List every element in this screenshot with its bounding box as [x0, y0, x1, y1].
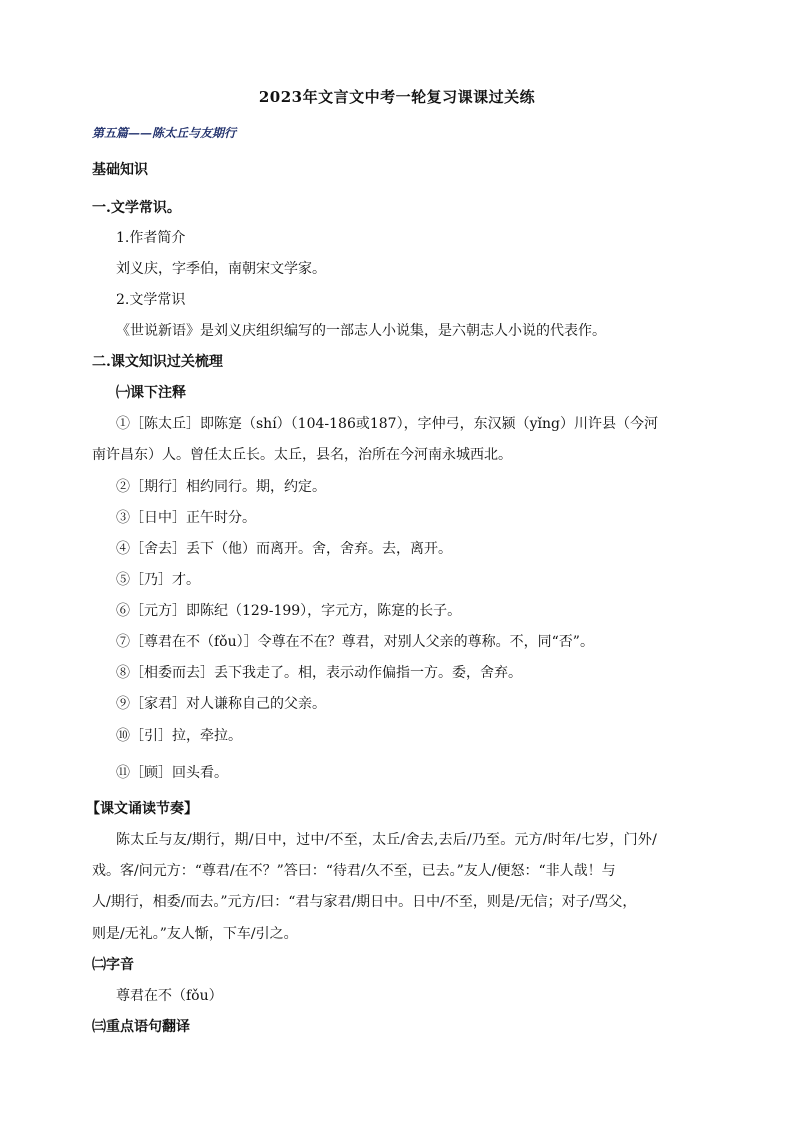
rhythm-line: 则是/无礼。”友人惭，下车/引之。	[92, 926, 298, 942]
author-intro-label: 1.作者简介	[116, 230, 186, 246]
heading-text-review: 二.课文知识过关梳理	[92, 354, 223, 370]
pronunciation-text: 尊君在不（fǒu）	[116, 988, 223, 1004]
heading-rhythm: 【课文诵读节奏】	[86, 801, 198, 817]
note-line: ⑩［引］拉，牵拉。	[116, 728, 242, 744]
note-line: ⑤［乃］才。	[116, 572, 200, 588]
note-line: ④［舍去］丢下（他）而离开。舍，舍弃。去，离开。	[116, 541, 452, 557]
note-line: ⑧［相委而去］丢下我走了。相，表示动作偏指一方。委，舍弃。	[116, 665, 522, 681]
note-line: ⑥［元方］即陈纪（129-199），字元方，陈寔的长子。	[116, 603, 462, 619]
note-line: ⑪［顾］回头看。	[116, 765, 228, 781]
page-title: 2023年文言文中考一轮复习课课过关练	[258, 88, 536, 106]
rhythm-line: 陈太丘与友/期行，期/日中，过中/不至，太丘/舍去,去后/乃至。元方/时年/七岁，门外/	[116, 832, 657, 848]
lit-common-text: 《世说新语》是刘义庆组织编写的一部志人小说集，是六朝志人小说的代表作。	[116, 323, 606, 339]
note-line: ②［期行］相约同行。期，约定。	[116, 479, 326, 495]
heading-notes: ㈠课下注释	[116, 385, 186, 401]
lit-common-label: 2.文学常识	[116, 292, 186, 308]
heading-literature: 一.文学常识。	[92, 200, 181, 216]
page-subtitle: 第五篇——陈太丘与友期行	[92, 126, 237, 140]
heading-translation: ㈢重点语句翻译	[92, 1019, 190, 1035]
heading-pronunciation: ㈡字音	[92, 957, 134, 973]
note-line: ③［日中］正午时分。	[116, 510, 256, 526]
note-line: ①［陈太丘］即陈寔（shí）（104-186或187），字仲弓，东汉颍（yǐng）川许县（今河	[116, 416, 658, 432]
note-line: 南许昌东）人。曾任太丘长。太丘，县名，治所在今河南永城西北。	[92, 447, 512, 463]
note-line: ⑦［尊君在不（fǒu）］令尊在不在？尊君，对别人父亲的尊称。不，同“否”。	[116, 634, 594, 650]
section-basic: 基础知识	[92, 162, 148, 178]
note-line: ⑨［家君］对人谦称自己的父亲。	[116, 696, 326, 712]
rhythm-line: 人/期行，相委/而去。”元方/曰：“君与家君/期日中。日中/不至，则是/无信；对子/骂父，	[92, 894, 637, 910]
author-intro-text: 刘义庆，字季伯，南朝宋文学家。	[116, 261, 326, 277]
rhythm-line: 戏。客/问元方：“尊君/在不？”答曰：“待君/久不至，已去。”友人/便怒：“非人哉！与	[92, 863, 616, 879]
